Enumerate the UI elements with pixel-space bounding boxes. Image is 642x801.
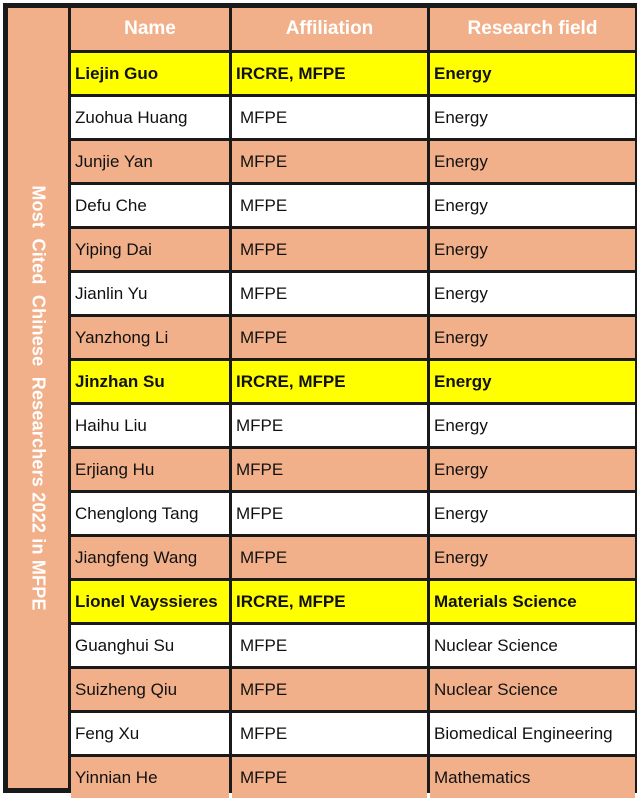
- researcher-field: Mathematics: [430, 757, 635, 798]
- table-row: [71, 53, 640, 94]
- table-row: [71, 493, 640, 534]
- researcher-name: Yanzhong Li: [71, 317, 229, 358]
- researcher-field: Nuclear Science: [430, 669, 635, 710]
- researcher-affiliation: MFPE: [232, 493, 427, 534]
- researcher-name: Jinzhan Su: [71, 361, 229, 402]
- researcher-field: Energy: [430, 537, 635, 578]
- researcher-name: Yiping Dai: [71, 229, 229, 270]
- researcher-name: Guanghui Su: [71, 625, 229, 666]
- researcher-name: Jiangfeng Wang: [71, 537, 229, 578]
- researcher-affiliation: IRCRE, MFPE: [232, 53, 427, 94]
- researcher-name: Jianlin Yu: [71, 273, 229, 314]
- table-row: [71, 229, 640, 270]
- researcher-affiliation: MFPE: [232, 449, 427, 490]
- researcher-affiliation: MFPE: [232, 317, 427, 358]
- researcher-field: Energy: [430, 141, 635, 182]
- table-row: [71, 273, 640, 314]
- researcher-affiliation: MFPE: [232, 141, 427, 182]
- researcher-field: Energy: [430, 493, 635, 534]
- researcher-table: [3, 3, 637, 793]
- researcher-affiliation: MFPE: [232, 405, 427, 446]
- researcher-affiliation: MFPE: [232, 537, 427, 578]
- researcher-field: Energy: [430, 185, 635, 226]
- table-row: [71, 757, 640, 798]
- researcher-name: Haihu Liu: [71, 405, 229, 446]
- table-row: [71, 669, 640, 710]
- researcher-affiliation: MFPE: [232, 757, 427, 798]
- table-grid: [71, 8, 640, 801]
- researcher-name: Lionel Vayssieres: [71, 581, 229, 622]
- researcher-name: Erjiang Hu: [71, 449, 229, 490]
- sidebar-title: Most Cited Chinese Researchers 2022 in MFPE: [28, 185, 49, 611]
- table-row: [71, 141, 640, 182]
- researcher-name: Chenglong Tang: [71, 493, 229, 534]
- researcher-field: Energy: [430, 97, 635, 138]
- researcher-affiliation: MFPE: [232, 625, 427, 666]
- header-affiliation: Affiliation: [232, 8, 427, 50]
- researcher-name: Feng Xu: [71, 713, 229, 754]
- researcher-field: Energy: [430, 449, 635, 490]
- researcher-name: Liejin Guo: [71, 53, 229, 94]
- researcher-name: Defu Che: [71, 185, 229, 226]
- table-row: [71, 185, 640, 226]
- researcher-affiliation: IRCRE, MFPE: [232, 581, 427, 622]
- researcher-field: Biomedical Engineering: [430, 713, 635, 754]
- researcher-field: Energy: [430, 317, 635, 358]
- table-row: [71, 361, 640, 402]
- table-row: [71, 449, 640, 490]
- sidebar-title-panel: [8, 8, 68, 788]
- researcher-affiliation: MFPE: [232, 273, 427, 314]
- researcher-field: Energy: [430, 405, 635, 446]
- researcher-affiliation: IRCRE, MFPE: [232, 361, 427, 402]
- researcher-affiliation: MFPE: [232, 185, 427, 226]
- table-row: [71, 537, 640, 578]
- table-header-row: [71, 8, 640, 50]
- table-row: [71, 713, 640, 754]
- table-row: [71, 581, 640, 622]
- researcher-name: Zuohua Huang: [71, 97, 229, 138]
- table-row: [71, 625, 640, 666]
- researcher-name: Junjie Yan: [71, 141, 229, 182]
- researcher-field: Energy: [430, 53, 635, 94]
- researcher-field: Nuclear Science: [430, 625, 635, 666]
- researcher-field: Materials Science: [430, 581, 635, 622]
- table-row: [71, 317, 640, 358]
- researcher-field: Energy: [430, 229, 635, 270]
- header-research-field: Research field: [430, 8, 635, 50]
- researcher-affiliation: MFPE: [232, 713, 427, 754]
- researcher-affiliation: MFPE: [232, 229, 427, 270]
- header-name: Name: [71, 8, 229, 50]
- researcher-field: Energy: [430, 361, 635, 402]
- researcher-affiliation: MFPE: [232, 97, 427, 138]
- researcher-name: Suizheng Qiu: [71, 669, 229, 710]
- table-row: [71, 97, 640, 138]
- researcher-name: Yinnian He: [71, 757, 229, 798]
- researcher-field: Energy: [430, 273, 635, 314]
- researcher-affiliation: MFPE: [232, 669, 427, 710]
- table-row: [71, 405, 640, 446]
